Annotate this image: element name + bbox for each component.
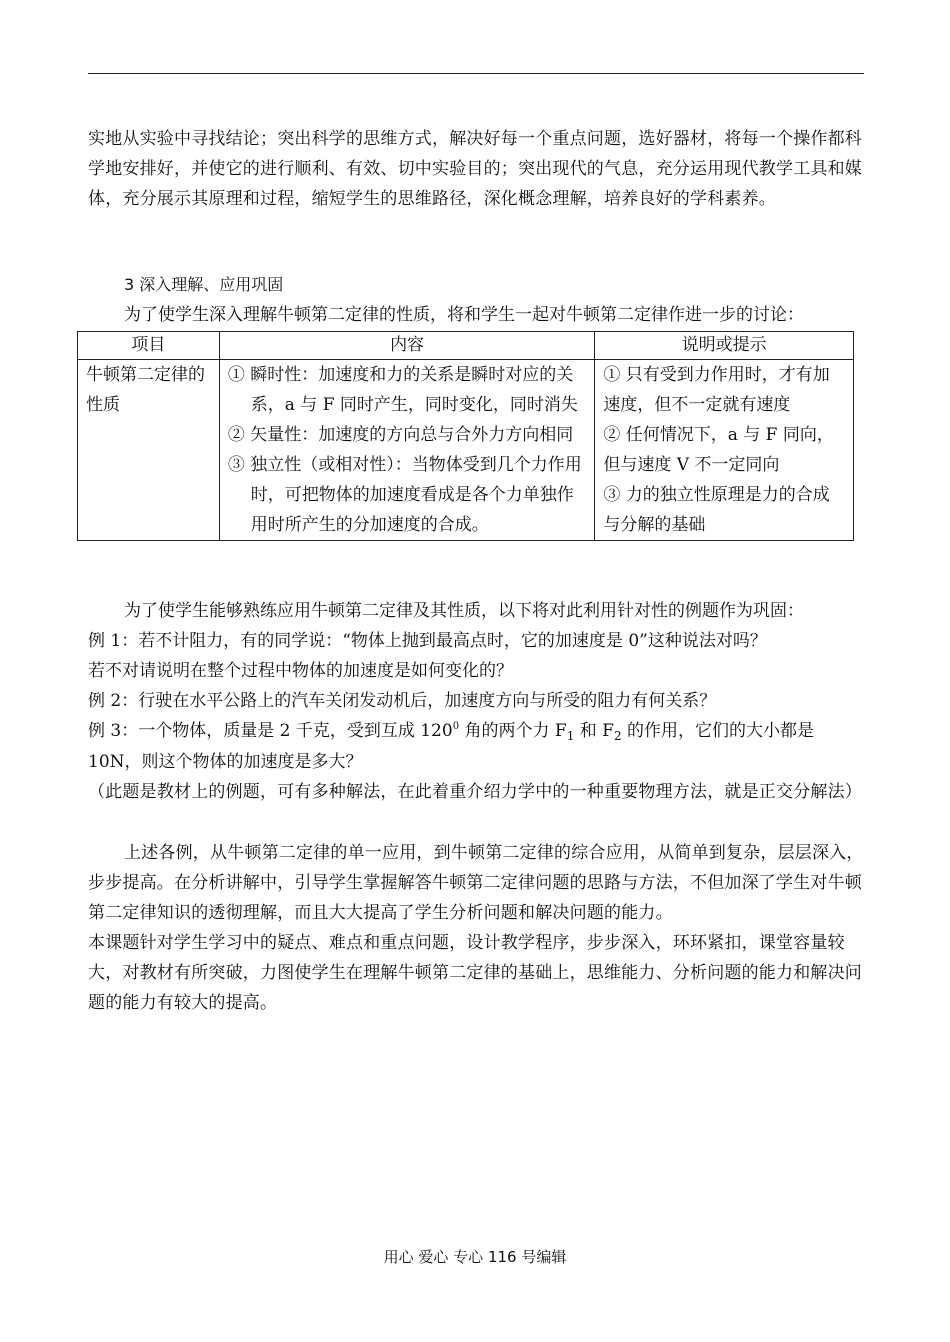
header-rule (88, 73, 864, 74)
content-item-vector: ② 矢量性：加速度的方向总与合外力方向相同 (227, 425, 574, 445)
example-3-text: 角的两个力 F (459, 721, 567, 741)
example-3-text: 和 F (574, 721, 614, 741)
force-subscript: 1 (566, 729, 575, 743)
content-cell (219, 360, 595, 541)
note-paragraph: （此题是教材上的例题，可有多种解法，在此着重介绍力学中的一种重要物理方法，就是正交分解法） (88, 782, 862, 802)
example-3-line-2: 10N，则这个物体的加速度是多大？ (88, 752, 363, 772)
note-item: ① 只有受到力作用时，才有加速度，但不一定就有速度 (603, 365, 830, 415)
intro-paragraph: 实地从实验中寻找结论；突出科学的思维方式，解决好每一个重点问题，选好器材，将每一个操作都科学地安排好，并使它的进行顺利、有效、切中实验目的；突出现代的气息，充分运用现代教学工具和媒体，充分展示其原理和过程，缩短学生的思维路径，深化概念理解，培养良好的学科素养。 (88, 129, 862, 209)
example-3-line-1 (88, 716, 878, 751)
notes-cell (595, 360, 854, 541)
practice-intro: 为了使学生能够熟练应用牛顿第二定律及其性质，以下将对此利用针对性的例题作为巩固： (124, 601, 804, 621)
degree-superscript: 0 (452, 721, 460, 732)
table-header-row (78, 332, 854, 360)
header-notes: 说明或提示 (595, 332, 854, 360)
lead-sentence: 为了使学生深入理解牛顿第二定律的性质，将和学生一起对牛顿第二定律作进一步的讨论： (124, 305, 804, 325)
example-1-line-1: 例 1：若不计阻力，有的同学说：“物体上抛到最高点时，它的加速度是 0”这种说法对吗？ (88, 631, 767, 651)
force-subscript: 2 (613, 729, 622, 743)
summary-paragraph: 上述各例，从牛顿第二定律的单一应用，到牛顿第二定律的综合应用，从简单到复杂，层层深入，步步提高。在分析讲解中，引导学生掌握解答牛顿第二定律问题的思路与方法，不但加深了学生对牛顿第二定律知识的透彻理解，而且大大提高了学生分析问题和解决问题的能力。 (88, 843, 864, 923)
note-item: ② 任何情况下，a 与 F 同向，但与速度 V 不一定同向 (603, 425, 834, 475)
example-3-text: 的作用，它们的大小都是 (621, 721, 814, 741)
note-item: ③ 力的独立性原理是力的合成与分解的基础 (603, 485, 830, 535)
section-heading: 3 深入理解、应用巩固 (124, 275, 284, 294)
row-label: 牛顿第二定律的性质 (78, 360, 220, 541)
example-3-text: 例 3：一个物体，质量是 2 千克，受到互成 120 (88, 721, 453, 741)
content-item-instantaneity: ① 瞬时性：加速度和力的关系是瞬时对应的关系，a 与 F 同时产生，同时变化，同时消失 (227, 365, 578, 415)
closing-paragraph: 本课题针对学生学习中的疑点、难点和重点问题，设计教学程序，步步深入，环环紧扣，课堂容量较大，对教材有所突破，力图使学生在理解牛顿第二定律的基础上，思维能力、分析问题的能力和解决问题的能力有较大的提高。 (88, 933, 862, 1013)
properties-table (77, 331, 854, 541)
content-item-independence: ③ 独立性（或相对性）：当物体受到几个力作用时，可把物体的加速度看成是各个力单独作用时所产生的分加速度的合成。 (227, 455, 582, 535)
page-footer: 用心 爱心 专心 116 号编辑 (383, 1248, 567, 1266)
header-item: 项目 (78, 332, 220, 360)
example-2: 例 2：行驶在水平公路上的汽车关闭发动机后，加速度方向与所受的阻力有何关系？ (88, 691, 717, 711)
header-content: 内容 (219, 332, 595, 360)
example-1-line-2: 若不对请说明在整个过程中物体的加速度是如何变化的？ (88, 661, 513, 681)
table-row (78, 360, 854, 541)
